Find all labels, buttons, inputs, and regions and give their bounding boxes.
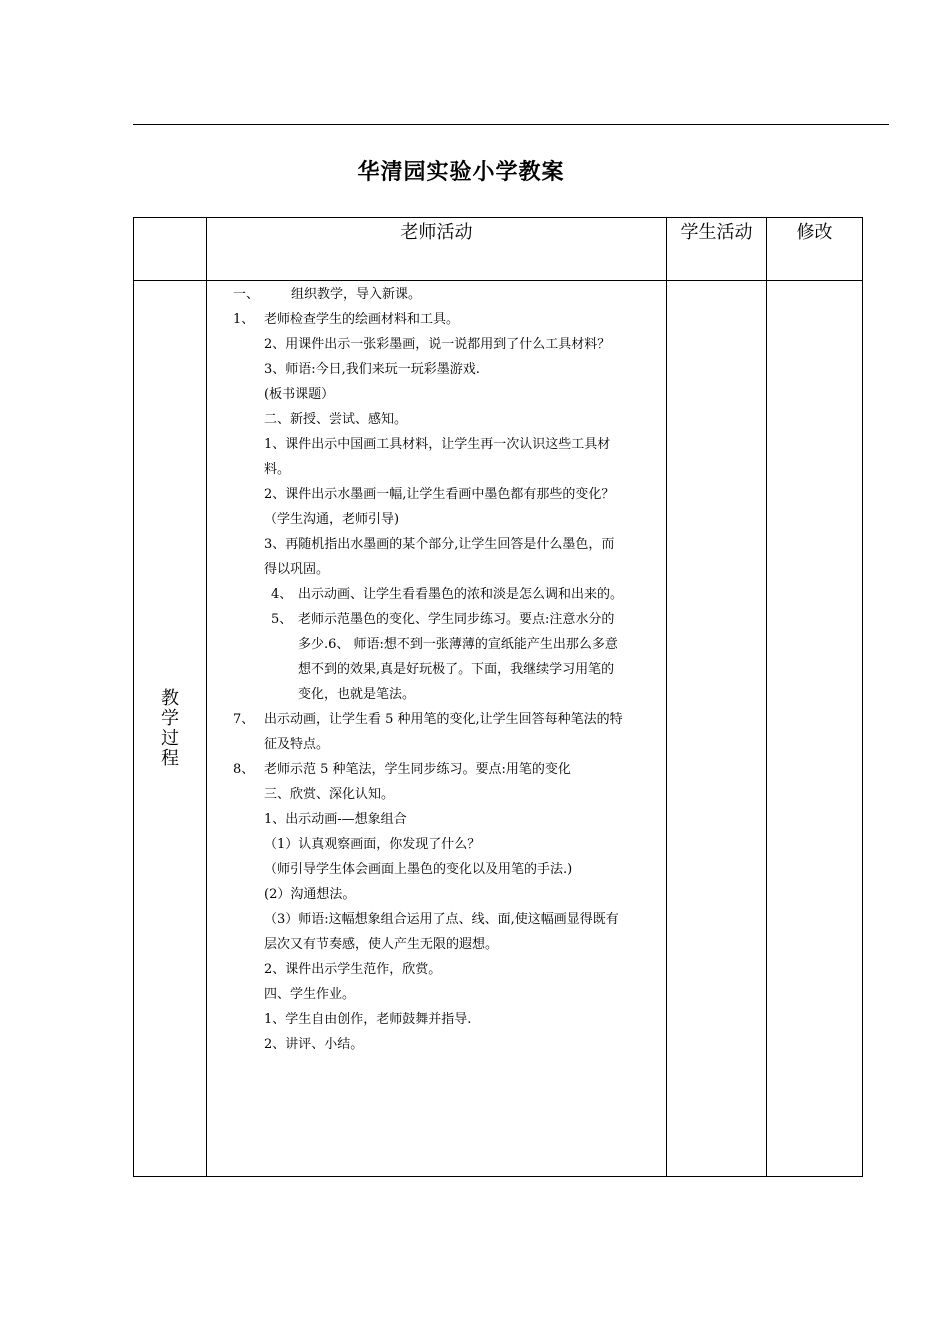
plan-line (207, 982, 666, 1007)
plan-line-text: 出示动画、让学生看看墨色的浓和淡是怎么调和出来的。 (298, 587, 624, 602)
plan-line-number: 8、 (233, 762, 255, 777)
plan-line (207, 632, 666, 657)
plan-line-number: 5、 (271, 612, 293, 627)
plan-line (207, 332, 666, 357)
plan-line (207, 582, 666, 607)
plan-line (207, 857, 666, 882)
plan-line-text: 1、出示动画-—想象组合 (264, 812, 407, 827)
plan-line (207, 932, 666, 957)
plan-line (207, 357, 666, 382)
plan-line-text: (2）沟通想法。 (264, 887, 356, 902)
plan-line-text: 1、课件出示中国画工具材料，让学生再一次认识这些工具材 (264, 437, 611, 452)
plan-line-text: 老师检查学生的绘画材料和工具。 (264, 312, 460, 327)
plan-line-text: 料。 (264, 462, 291, 477)
plan-line-text: 2、课件出示学生范作，欣赏。 (264, 962, 442, 977)
plan-line-text: 得以巩固。 (264, 562, 330, 577)
plan-line-text: 2、讲评、小结。 (264, 1037, 364, 1052)
plan-line (207, 707, 666, 732)
plan-line-text: 组织教学，导入新课。 (291, 287, 422, 302)
plan-line (207, 882, 666, 907)
plan-line (207, 957, 666, 982)
plan-line (207, 457, 666, 482)
teacher-activity-cell (207, 281, 667, 1177)
plan-line-text: 1、学生自由创作，老师鼓舞并指导. (264, 1012, 472, 1027)
header-rule (133, 124, 889, 125)
plan-line-text: 二、新授、尝试、感知。 (264, 412, 408, 427)
plan-line-text: 出示动画，让学生看 5 种用笔的变化,让学生回答每种笔法的特 (264, 712, 623, 727)
plan-line-text: 变化，也就是笔法。 (298, 687, 416, 702)
plan-line (207, 307, 666, 332)
plan-line-text: 四、学生作业。 (264, 987, 356, 1002)
plan-line-number: 1、 (233, 312, 255, 327)
plan-line-text: 2、课件出示水墨画一幅,让学生看画中墨色都有那些的变化？ (264, 487, 615, 502)
header-student-activity: 学生活动 (667, 218, 767, 281)
plan-line (207, 432, 666, 457)
plan-line-number: 4、 (271, 587, 293, 602)
plan-line (207, 607, 666, 632)
row-label-cell (134, 281, 207, 1177)
plan-line (207, 382, 666, 407)
teacher-activity-content (207, 281, 666, 1057)
plan-line-text: 3、再随机指出水墨画的某个部分,让学生回答是什么墨色，而 (264, 537, 615, 552)
plan-line (207, 657, 666, 682)
plan-line (207, 282, 666, 307)
plan-line-text: （师引导学生体会画面上墨色的变化以及用笔的手法.) (264, 862, 573, 877)
row-label: 教学过程 (161, 687, 179, 769)
student-activity-cell (667, 281, 767, 1177)
plan-line-text: 老师示范墨色的变化、学生同步练习。要点:注意水分的 (298, 612, 615, 627)
revision-cell (767, 281, 863, 1177)
plan-line-text: 三、欣赏、深化认知。 (264, 787, 395, 802)
plan-line-text: (板书课题） (264, 387, 335, 402)
plan-line (207, 507, 666, 532)
plan-line-text: 征及特点。 (264, 737, 330, 752)
plan-line (207, 532, 666, 557)
plan-line (207, 757, 666, 782)
plan-line (207, 907, 666, 932)
plan-line-number: 一、 (233, 287, 260, 302)
header-blank-cell (134, 218, 207, 281)
plan-line (207, 1007, 666, 1032)
plan-line (207, 732, 666, 757)
plan-line (207, 782, 666, 807)
header-revision: 修改 (767, 218, 863, 281)
plan-line-number: 7、 (233, 712, 255, 727)
plan-line (207, 1032, 666, 1057)
plan-line (207, 807, 666, 832)
plan-line-text: 3、师语:今日,我们来玩一玩彩墨游戏. (264, 362, 480, 377)
page-title: 华清园实验小学教案 (357, 160, 565, 185)
plan-line (207, 832, 666, 857)
plan-line (207, 682, 666, 707)
plan-line (207, 482, 666, 507)
plan-line-text: 想不到的效果,真是好玩极了。下面，我继续学习用笔的 (298, 662, 615, 677)
plan-line-text: 老师示范 5 种笔法，学生同步练习。要点:用笔的变化 (264, 762, 571, 777)
plan-line (207, 407, 666, 432)
lesson-plan-table (133, 217, 863, 1177)
plan-line-text: 多少.6、 师语:想不到一张薄薄的宣纸能产生出那么多意 (298, 637, 618, 652)
plan-line (207, 557, 666, 582)
plan-line-text: 层次又有节奏感，使人产生无限的遐想。 (264, 937, 499, 952)
plan-line-text: （1）认真观察画面，你发现了什么？ (264, 837, 481, 852)
header-teacher-activity: 老师活动 (207, 218, 667, 281)
plan-line-text: 2、用课件出示一张彩墨画，说一说都用到了什么工具材料？ (264, 337, 611, 352)
plan-line-text: （3）师语:这幅想象组合运用了点、线、面,使这幅画显得既有 (264, 912, 619, 927)
plan-line-text: （学生沟通，老师引导) (264, 512, 400, 527)
